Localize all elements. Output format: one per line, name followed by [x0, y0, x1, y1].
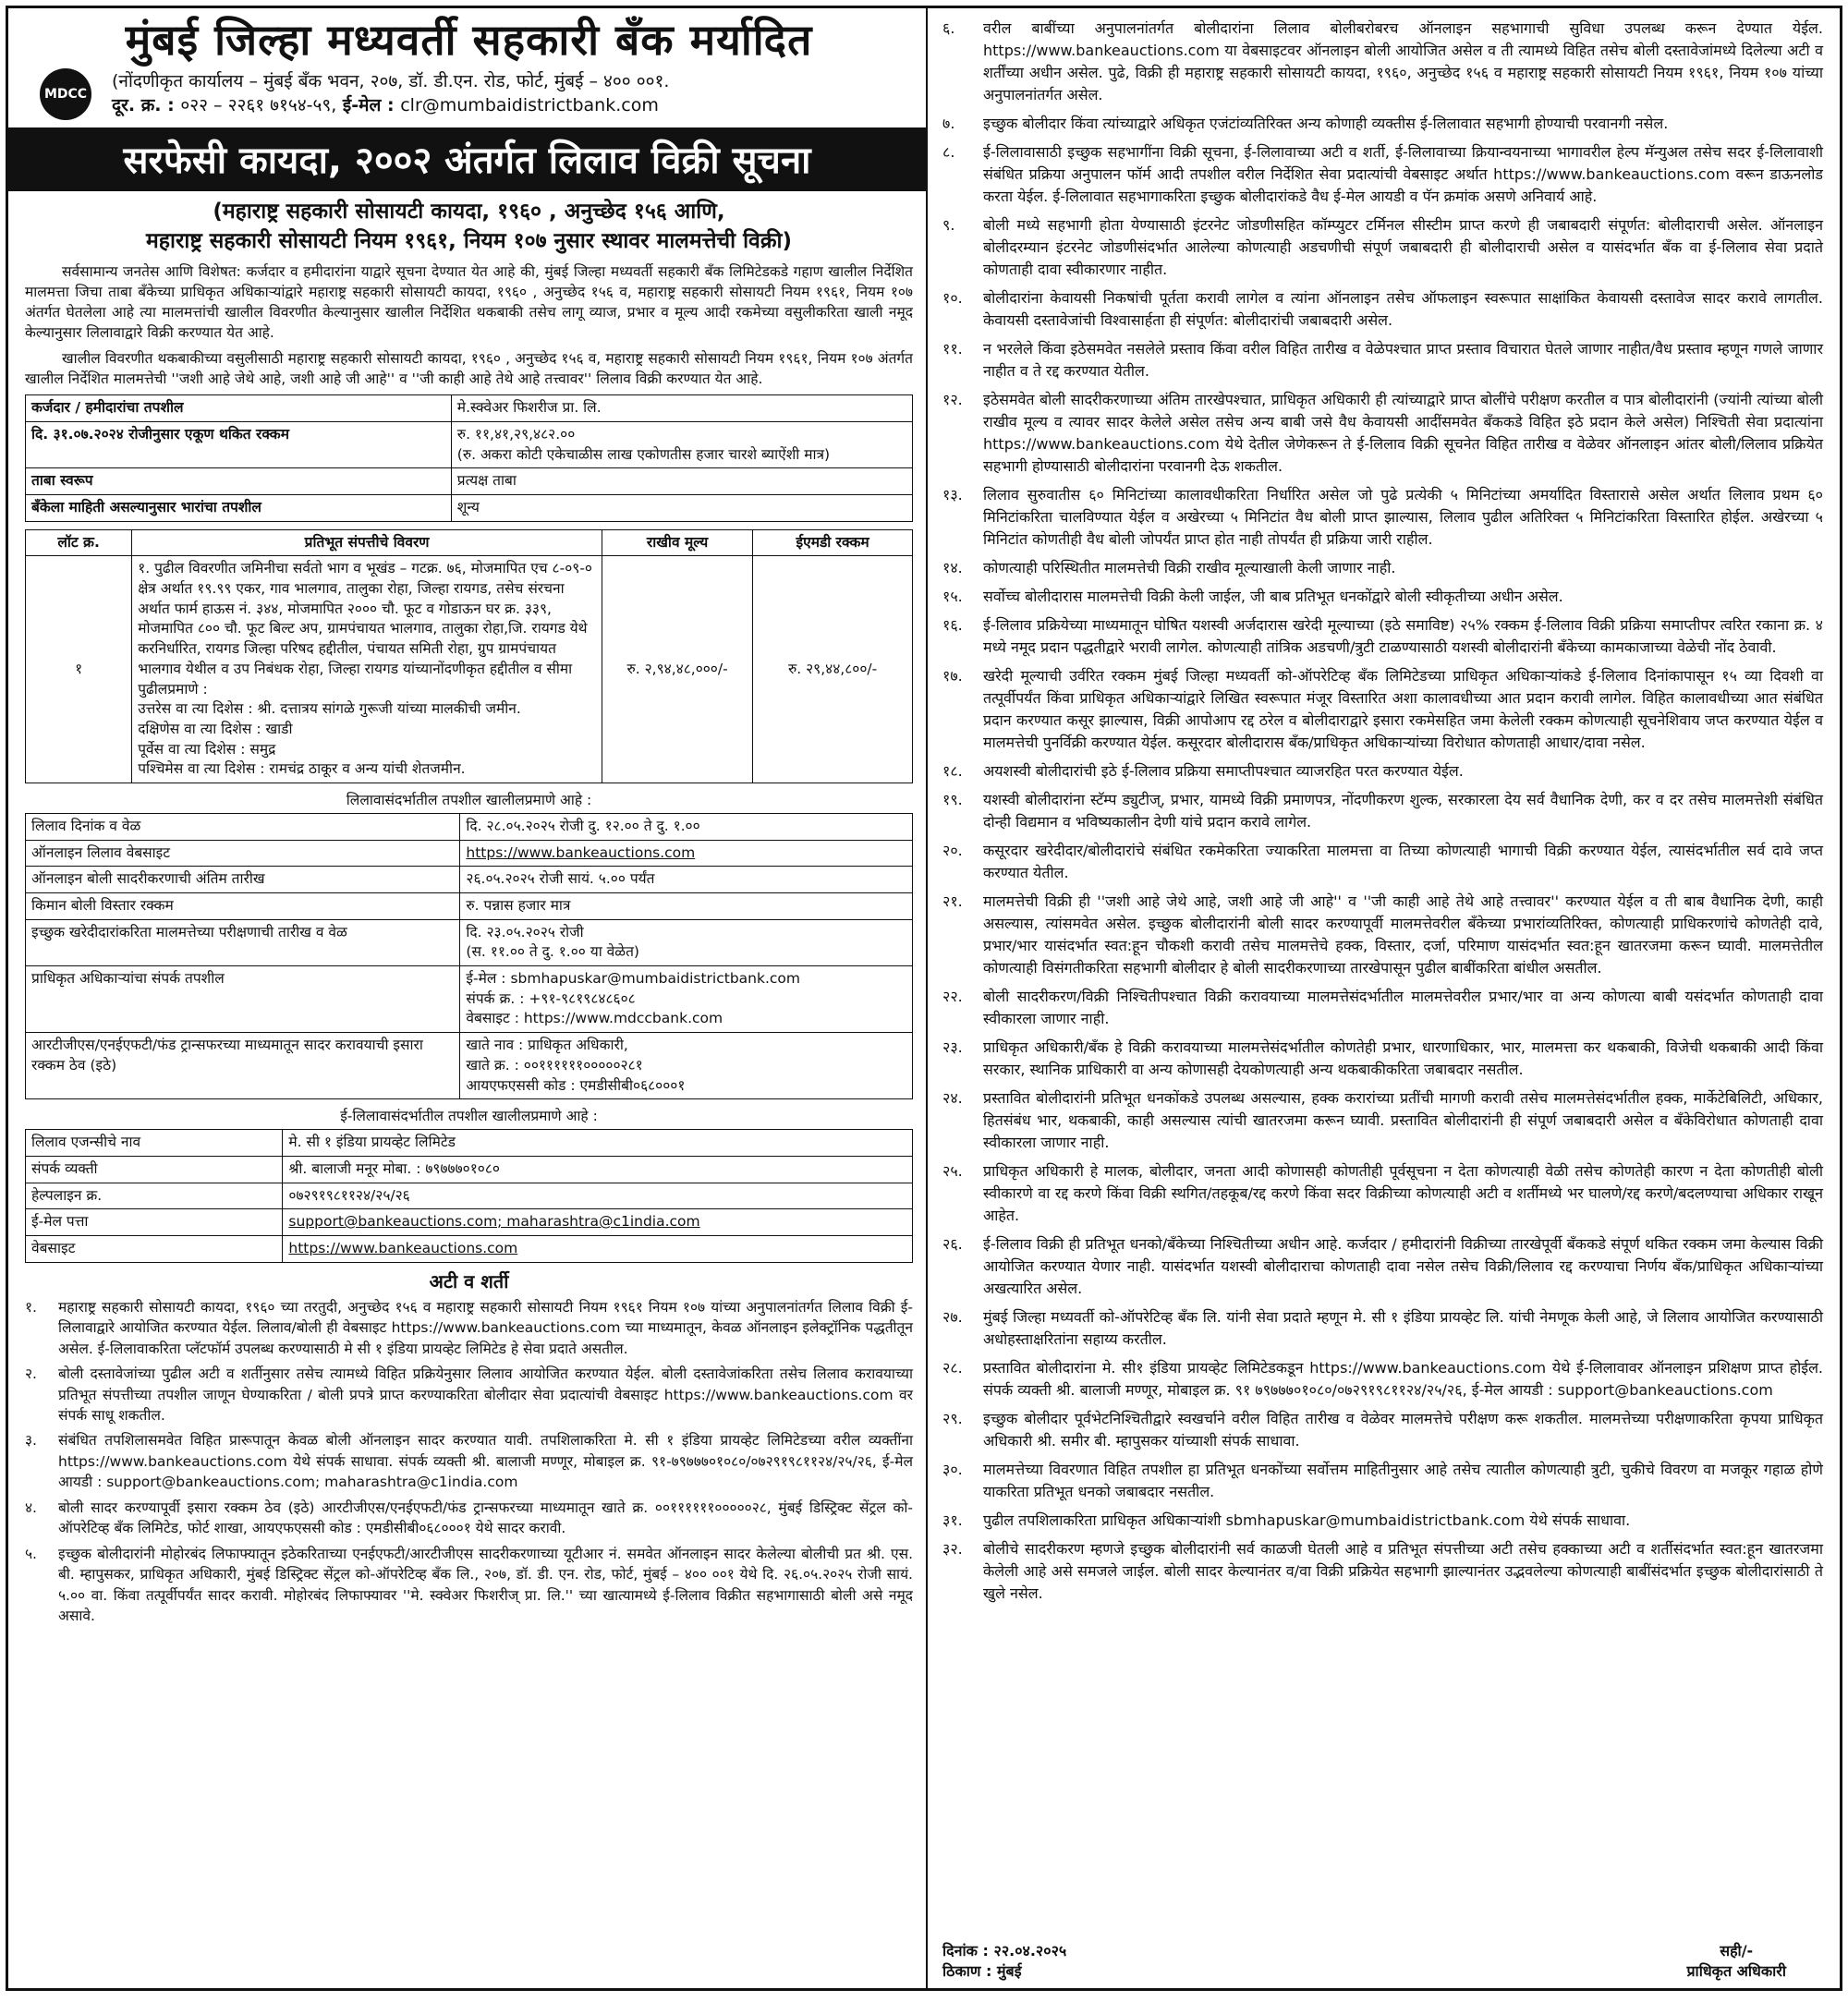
list-item: १७. खरेदी मूल्याची उर्वरित रक्कम मुंबई जिल्हा मध्यवर्ती को-ऑपरेटिव्ह बँक लिमिटेडच्या प्राधिकृत अधिकाऱ्यांकडे ई-लिलाव दिनांकापासून १५ व्या दिवशी वा तत्पूर्वीपर्यंत किंवा प्राधिकृत अधिकाऱ्यांद्वारे लिखित स्वरूपात मंजूर विस्तारित अशा कालावधीच्या आत प्रदान करावी लागेल. विहित कालावधीच्या आत संबंधित प्रदान करण्यात कसूर झाल्यास, विक्री आपोआप रद्द ठरेल व बोलीदाराद्वारे इसारा रकमेसहित जमा केलेली रक्कम कोणत्याही सूचनेशिवाय जप्त करण्यात येईल व मालमत्तेची पुनर्विक्री करण्यात येईल. कसूरदार बोलीदारास बँक/प्राधिकृत अधिकाऱ्यांच्या विरोधात कोणताही आधार/दावा नसेल.: [942, 667, 1823, 751]
auction-caption: लिलावासंदर्भातील तपशील खालीलप्रमाणे आहे :: [346, 791, 592, 808]
notice-title: सरफेसी कायदा, २००२ अंतर्गत लिलाव विक्री सूचना: [8, 127, 926, 191]
table-row: हेल्पलाइन क्र. ०७२९१९८११२४/२५/२६: [26, 1183, 913, 1209]
list-item: २५. प्राधिकृत अधिकारी हे मालक, बोलीदार, जनता आदी कोणासही कोणतीही पूर्वसूचना न देता कोणत्याही वेळी तसेच कोणतेही कारण न देता कोणतीही बोली स्वीकारणे वा रद्द करणे किंवा विक्री स्थगित/तहकूब/रद्द करणे किंवा सदर विक्रीच्या कोणत्याही अटी व शर्तीमध्ये भर घालणे/रद्द करणे/बदलण्याचा अधिकार राखून आहेत.: [942, 1162, 1823, 1224]
list-item: ३. संबंधित तपशिलासमवेत विहित प्रारूपातून केवळ बोली ऑनलाइन सादर करण्यात यावी. तपशिलाकरिता मे. सी १ इंडिया प्रायव्हेट लिमिटेडच्या वरील व्यक्तींना https://www.bankeauctions.com येथे संपर्क साधावा. संपर्क व्यक्ती श्री. बालाजी मण्णूर, मोबाइल क्र. ९१-७९७७७०१०८०/०७२९१९८११२४/२५/२६, ई-मेल आयडी : support@bankeauctions.com; maharashtra@c1india.com: [25, 1432, 913, 1491]
list-item: १. महाराष्ट्र सहकारी सोसायटी कायदा, १९६० च्या तरतुदी, अनुच्छेद १५६ व महाराष्ट्र सहकारी सोसायटी नियम १९६१ नियम १०७ यांच्या अनुपालनांतर्गत लिलाव विक्री ई-लिलावाद्वारे आयोजित करण्यात येईल. लिलाव/बोली ही वेबसाइट https://www.bankeauctions.com च्या माध्यमातून, केवळ ऑनलाइन इलेक्ट्रॉनिक पद्धतीतून असेल. ई-लिलावाकरिता प्लॅटफॉर्म उपलब्ध करण्यासाठी मे सी १ इंडिया प्रायव्हेट लिमिटेड हे सेवा प्रदाते असतील.: [25, 1298, 913, 1357]
signature: सही/-: [1720, 1942, 1754, 1960]
signature-block: [942, 1936, 1823, 1981]
list-item: २३. प्राधिकृत अधिकारी/बँक हे विक्री करावयाच्या मालमत्तेसंदर्भातील कोणतेही प्रभार, धारणाधिकार, भार, मालमत्ता कर थकबाकी, विजेची थकबाकी आदी किंवा सरकार, स्थानिक प्राधिकारी वा अन्य कोणासही देयकोणत्याही अन्य थकबाकीकरिता जबाबदार नसतील.: [942, 1038, 1823, 1078]
agency-details-table: [25, 1129, 913, 1262]
list-item: १३. लिलाव सुरुवातीस ६० मिनिटांच्या कालावधीकरिता निर्धारित असेल जो पुढे प्रत्येकी ५ मिनिटांच्या अमर्यादित विस्तारासे असेल अर्थात लिलाव प्रथम ६० मिनिटांकरिता चालविण्यात येईल व अखेरच्या ५ मिनिटांत वैध बोली प्राप्त झाल्यास, लिलाव पुढील अतिरिक्त ५ मिनिटांकरिता विस्तारित होईल. अखेरच्या ५ मिनिटांत कोणतीही वैध बोली जोपर्यंत प्राप्त होत नाही तोपर्यंत ही प्रक्रिया जारी राहील.: [942, 486, 1823, 548]
table-row: दि. ३१.०७.२०२४ रोजीनुसार एकूण थकित रक्कम रु. ११,४१,२९,४८२.०० (रु. अकरा कोटी एकेचाळीस लाख एकोणतीस हजार चारशे ब्याऐंशी मात्र): [26, 421, 913, 467]
list-item: २९. इच्छुक बोलीदार पूर्वभेटनिश्चितीद्वारे स्वखर्चाने वरील विहित तारीख व वेळेवर मालमत्तेचे परीक्षण करू शकतील. मालमत्तेच्या परीक्षणाकरिता कृपया प्राधिकृत अधिकारी श्री. समीर बी. म्हापुसकर यांच्याशी संपर्क साधावा.: [942, 1410, 1823, 1450]
auction-website-link[interactable]: https://www.bankeauctions.com: [460, 840, 913, 867]
agency-caption: ई-लिलावासंदर्भातील तपशील खालीलप्रमाणे आहे :: [340, 1108, 598, 1125]
agency-email-link[interactable]: support@bankeauctions.com; maharashtra@c1india.com: [283, 1209, 913, 1236]
list-item: ४. बोली सादर करण्यापूर्वी इसारा रक्कम ठेव (इठे) आरटीजीएस/एनईएफटी/फंड ट्रान्सफरच्या माध्यमातून खाते क्र. ००११११११०००००२८, मुंबई डिस्ट्रिक्ट सेंट्रल को-ऑपरेटिव्ह बँक लिमिटेड, फोर्ट शाखा, आयएफएससी कोड : एमडीसीबी०६८०००१ येथे सादर करावी.: [25, 1498, 913, 1537]
bank-address: (नोंदणीकृत कार्यालय – मुंबई बँक भवन, २०७, डॉ. डी.एन. रोड, फोर्ट, मुंबई – ४०० ००१.: [112, 71, 670, 92]
list-item: ३२. बोलीचे सादरीकरण म्हणजे इच्छुक बोलीदारांनी सर्व काळजी घेतली आहे व प्रतिभूत संपत्तीच्या अटी तसेच हक्काच्या अटी व शर्तीसंदर्भात स्वत:हून खातरजमा केलेली आहे असे समजले जाईल. बोली सादर केल्यानंतर व/वा विक्री प्रक्रियेत सहभागी झाल्यानंतर उद्भवलेल्या कोणत्याही बाबींसंदर्भात इच्छुक बोलीदारांसाठी ते खुले नसेल.: [942, 1540, 1823, 1602]
list-item: ११. न भरलेले किंवा इठेसमवेत नसलेले प्रस्ताव किंवा वरील विहित तारीख व वेळेपश्चात प्राप्त प्रस्ताव विचारात घेतले जाणार नाहीत/वैध प्रस्ताव म्हणून गणले जाणार नाहीत व ते रद्द करण्यात येतील.: [942, 340, 1823, 380]
bank-name: मुंबई जिल्हा मध्यवर्ती सहकारी बँक मर्यादित: [125, 15, 813, 65]
list-item: ८. ई-लिलावासाठी इच्छुक सहभागींना विक्री सूचना, ई-लिलावाच्या अटी व शर्ती, ई-लिलावाच्या क्रियान्वयनाच्या भागावरील हेल्प मॅन्युअल तसेच सदर ई-लिलावाशी संबंधित प्रक्रिया अनुपालन फॉर्म आदी तपशील वरील निर्देशित सेवा प्रदात्यांची वेबसाइट अर्थात https://www.bankeauctions.com वरून डाऊनलोड करता येईल. ई-लिलावात सहभागाकरिता इच्छुक बोलीदारांकडे वैध ई-मेल आयडी व पॅन क्रमांक असणे अनिवार्य आहे.: [942, 143, 1823, 205]
list-item: ६. वरील बाबींच्या अनुपालनांतर्गत बोलीदारांना लिलाव बोलीबरोबरच ऑनलाइन सहभागाची सुविधा उपलब्ध करून देण्यात येईल. https://www.bankeauctions.com या वेबसाइटवर ऑनलाइन बोली आयोजित असेल व ती त्यामध्ये विहित तसेच बोली दस्तावेजांमध्ये दिलेल्या अटी व शर्तींच्या अधीन असेल. पुढे, विक्री ही महाराष्ट्र सहकारी सोसायटी कायदा, १९६०, अनुच्छेद १५६ व महाराष्ट्र सहकारी सोसायटी नियम १९६१, नियम १०७ यांच्या अनुपालनांतर्गत असेल.: [942, 19, 1823, 103]
table-row: ऑनलाइन बोली सादरीकरणाची अंतिम तारीख २६.०५.२०२५ रोजी सायं. ५.०० पर्यंत: [26, 867, 913, 893]
authorized-officer: प्राधिकृत अधिकारी: [1686, 1962, 1786, 1980]
list-item: १६. ई-लिलाव प्रक्रियेच्या माध्यमातून घोषित यशस्वी अर्जदारास खरेदी मूल्याच्या (इठे समाविष्ट) २५% रक्कम ई-लिलाव विक्री प्रक्रिया समाप्तीपर त्वरित रकाना क्र. ४ मध्ये नमूद प्रदान पद्धतीद्वारे भरावी लागेल. कोणत्याही तांत्रिक अडचणी/त्रुटी टाळण्यासाठी यशस्वी बोलीदारांनी बँकेच्या कामकाजाच्या वेळेची नोंद ठेवावी.: [942, 616, 1823, 656]
bank-contact: दूर. क्र. : ०२२ – २२६१ ७१५४-५९, ई-मेल : clr@mumbaidistrictbank.com: [112, 94, 659, 115]
list-item: २०. कसूरदार खरेदीदार/बोलीदारांचे संबंधित रकमेकरिता ज्याकरिता मालमत्ता वा तिच्या कोणत्याही भागाची विक्री करण्यात येईल, त्यासंदर्भातील सर्व दावे जप्त करण्यात येतील.: [942, 842, 1823, 881]
terms-left-list: [25, 1297, 913, 1632]
terms-title: अटी व शर्ती: [429, 1269, 509, 1292]
notice-page: [6, 6, 1842, 1991]
table-row: कर्जदार / हमीदारांचा तपशील मे.स्क्वेअर फिशरीज प्रा. लि.: [26, 395, 913, 422]
table-row: संपर्क व्यक्ती श्री. बालाजी मनूर मोबा. : ७९७७७०१०८०: [26, 1156, 913, 1183]
list-item: १४. कोणत्याही परिस्थितीत मालमत्तेची विक्री राखीव मूल्याखाली केली जाणार नाही.: [942, 559, 1396, 576]
list-item: २८. प्रस्तावित बोलीदारांना मे. सी१ इंडिया प्रायव्हेट लिमिटेडकडून https://www.bankeauctions.com येथे ई-लिलावावर ऑनलाइन प्रशिक्षण प्राप्त होईल. संपर्क व्यक्ती श्री. बालाजी मण्णूर, मोबाइल क्र. ९१ ७९७७७०१०८०/०७२९१९८११२४/२५/२६, ई-मेल आयडी : support@bankeauctions.com: [942, 1359, 1823, 1399]
table-row: ऑनलाइन लिलाव वेबसाइट https://www.bankeauctions.com: [26, 840, 913, 867]
table-row: बँकेला माहिती असल्यानुसार भारांचा तपशील शून्य: [26, 495, 913, 522]
agency-website-link[interactable]: https://www.bankeauctions.com: [283, 1235, 913, 1262]
list-item: १८. अयशस्वी बोलीदारांची इठे ई-लिलाव प्रक्रिया समाप्तीपश्चात व्याजरहित परत करण्यात येईल.: [942, 762, 1464, 780]
table-row: किमान बोली विस्तार रक्कम रु. पन्नास हजार मात्र: [26, 893, 913, 920]
table-row: आरटीजीएस/एनईएफटी/फंड ट्रान्सफरच्या माध्यमातून सादर करावयाची इसारा रक्कम ठेव (इठे) खाते नाव : प्राधिकृत अधिकारी, खाते क्र. : ००११११११०००००२८१ आयएफएससी कोड : एमडीसीबी०६८०००१: [26, 1033, 913, 1099]
left-column: [8, 8, 928, 1988]
list-item: २४. प्रस्तावित बोलीदारांनी प्रतिभूत धनकोंकडे उपलब्ध असल्यास, हक्क करारांच्या प्रतींची मागणी करावी तसेच मालमत्तेसंदर्भातील हक्क, मार्केटेबिलिटी, अधिकार, हितसंबंध भार, थकबाकी, काही असल्यास त्यांची खातरजमा करून घ्यावी. प्रस्तावित बोलीदारांनी ही संपूर्ण जबाबदारी असेल व बँकेविरोधात कोणताही दावा स्वीकारला जाणार नाही.: [942, 1089, 1823, 1151]
bank-email[interactable]: clr@mumbaidistrictbank.com: [400, 94, 659, 115]
list-item: २. बोली दस्तावेजांच्या पुढील अटी व शर्तीनुसार तसेच त्यामध्ये विहित प्रक्रियेनुसार लिलाव आयोजित करण्यात येईल. बोली दस्तावेजांकरिता तसेच लिलाव करावयाच्या प्रतिभूत संपत्तीच्या तपशील जाणून घेण्याकरिता / बोली प्रपत्रे प्राप्त करण्याकरिता बोलीदार सेवा प्रदात्यांची वेबसाइट https://www.bankeauctions.com वर संपर्क साधू शकतील.: [25, 1365, 913, 1424]
right-column: [928, 8, 1840, 1988]
list-item: ७. इच्छुक बोलीदार किंवा त्यांच्याद्वारे अधिकृत एजंटांव्यतिरिक्त अन्य कोणाही व्यक्तीस ई-लिलावात सहभागी होण्याची परवानगी नसेल.: [942, 115, 1669, 132]
borrower-table: [25, 394, 913, 521]
list-item: १२. इठेसमवेत बोली सादरीकरणाच्या अंतिम तारखेपश्चात, प्राधिकृत अधिकारी ही त्यांच्याद्वारे प्राप्त बोलींचे परीक्षण करतील व पात्र बोलीदारांनी (ज्यांनी त्यांच्या बोली राखीव मूल्य व त्यावर सादर केलेले असेल तसेच अन्य बाबी जसे वैध केवायसी आदींसमवेत बँककडे विहित इठे प्रदान केले असेल) निश्चिती सेवा प्रदात्यांना https://www.bankeauctions.com येथे देतील जेणेकरून ते ई-लिलाव विक्री सूचनेत विहित तारीख व वेळेवर ऑनलाइन आंतर बोली/लिलाव प्रक्रियेत सहभागी होण्यासाठी बोलीदारांना परवानगी देऊ शकतील.: [942, 391, 1823, 475]
list-item: १५. सर्वोच्च बोलीदारास मालमत्तेची विक्री केली जाईल, जी बाब प्रतिभूत धनकोंद्वारे बोली स्वीकृतीच्या अधीन असेल.: [942, 588, 1563, 605]
intro-paragraph-1: सर्वसामान्य जनतेस आणि विशेषत: कर्जदार व हमीदारांना याद्वारे सूचना देण्यात येत आहे की, मुंबई जिल्हा मध्यवर्ती सहकारी बँक लिमिटेडकडे गहाण खालील निर्देशित मालमत्ता जिचा ताबा बँकेच्या प्राधिकृत अधिकाऱ्यांद्वारे महाराष्ट्र सहकारी सोसायटी कायदा, १९६० , अनुच्छेद १५६ व, महाराष्ट्र सहकारी सोसायटी नियम १९६१, नियम १०७ अंतर्गत घेतलेला आहे त्या मालमत्तांची खालील विवरणीत केल्यानुसार खालील निर्देशित थकबाकी तसेच लागू व्याज, प्रभार व मूल्य आदी रकमेच्या वसुलीकरिता खाली नमूद केल्यानुसार लिलावाद्वारे विक्री करण्यात येत आहे.: [25, 263, 913, 342]
table-row: वेबसाइट https://www.bankeauctions.com: [26, 1235, 913, 1262]
list-item: २७. मुंबई जिल्हा मध्यवर्ती को-ऑपरेटिव्ह बँक लि. यांनी सेवा प्रदाते म्हणून मे. सी १ इंडिया प्रायव्हेट लि. यांची नेमणूक केली आहे, जे लिलाव आयोजित करण्यासाठी अधोहस्ताक्षरितांना सहाय्य करतील.: [942, 1308, 1823, 1348]
bank-header: [25, 16, 913, 120]
list-item: २२. बोली सादरीकरण/विक्री निश्चितीपश्चात विक्री करावयाच्या मालमत्तेसंदर्भातील मालमत्तेवरील प्रभार/भार वा अन्य कोणत्या बाबी यसंदर्भात कोणताही दावा स्वीकारला जाणार नाही.: [942, 988, 1823, 1027]
table-row: लिलाव एजन्सीचे नाव मे. सी १ इंडिया प्रायव्हेट लिमिटेड: [26, 1130, 913, 1157]
table-row: ताबा स्वरूप प्रत्यक्ष ताबा: [26, 468, 913, 495]
table-row: १ १. पुढील विवरणीत जमिनीचा सर्वतो भाग व भूखंड – गटक्र. ७६, मोजमापित एच ८-०९-० क्षेत्र अर्थात १९.९९ एकर, गाव भालगाव, तालुका रोहा, जिल्हा रायगड, तसेच संरचना अर्थात फार्म हाऊस नं. ३४४, मोजमापित २००० चौ. फूट व गोडाऊन घर क्र. ३३९, मोजमापित ८०० चौ. फूट बिल्ट अप, ग्रामपंचायत भालगाव, तालुका रोहा,जि. रायगड येथे करनिर्धारित, रायगड जिल्हा परिषद हद्दीतील, पंचायत समिती रोहा, ग्रुप ग्रामपंचायत भालगाव येथील व उप निबंधक रोहा, जिल्हा रायगड यांच्यानोंदणीकृत हद्दीतील व सीमा पुढीलप्रमाणे : उत्तरेस वा त्या दिशेस : श्री. दत्तात्रय सांगळे गुरूजी यांच्या मालकीची जमीन. दक्षिणेस वा त्या दिशेस : खाडी पूर्वेस वा त्या दिशेस : समुद्र पश्चिमेस वा त्या दिशेस : रामचंद्र ठाकूर व अन्य यांची शेतजमीन. रु. २,९४,४८,०००/- रु. २९,४४,८००/-: [26, 556, 913, 783]
table-row: इच्छुक खरेदीदारांकरिता मालमत्तेच्या परीक्षणाची तारीख व वेळ दि. २३.०५.२०२५ रोजी (स. ११.०० ते दु. १.०० या वेळेत): [26, 919, 913, 965]
list-item: ९. बोली मध्ये सहभागी होता येण्यासाठी इंटरनेट जोडणीसहित कॉम्प्युटर टर्मिनल सीस्टीम प्राप्त करणे ही जबाबदारी संपूर्णत: बोलीदाराची असेल. ऑनलाइन बोलीदरम्यान इंटरनेट जोडणीसंदर्भात आलेल्या कोणत्याही अडचणीची संपूर्ण जबाबदारी ही बोलीदाराची असेल व यासंदर्भात बँक वा ई-लिलाव सेवा प्रदाते कोणताही दावा स्वीकारणार नाहीत.: [942, 216, 1823, 278]
list-item: ५. इच्छुक बोलीदारांनी मोहोरबंद लिफाफ्यातून इठेकरिताच्या एनईएफटी/आरटीजीएस सादरीकरणाच्या यूटीआर नं. समवेत ऑनलाइन सादर केलेल्या बोलीची प्रत श्री. एस. बी. म्हापुसकर, प्राधिकृत अधिकारी, मुंबई डिस्ट्रिक्ट सेंट्रल को-ऑपरेटिव्ह बँक लि., २०७, डॉ. डी. एन. रोड, फोर्ट, मुंबई – ४०० ००१ येथे दि. २६.०५.२०२५ रोजी सायं. ५.०० वा. किंवा तत्पूर्वीपर्यंत सादर करावी. मोहोरबंद लिफाफ्यावर ''मे. स्क्वेअर फिशरीज् प्रा. लि.'' च्या खात्यामध्ये ई-लिलाव विक्रीत सहभागासाठी बोली असे नमूद असावे.: [25, 1545, 913, 1625]
list-item: १९. यशस्वी बोलीदारांना स्टॅम्प ड्युटीज्, प्रभार, यामध्ये विक्री प्रमाणपत्र, नोंदणीकरण शुल्क, सरकारला देय सर्व वैधानिक देणी, कर व दर तसेच मालमत्तेशी संबंधित दोन्ही विद्यमान व भविष्यकालीन देणी यांचे प्रदान करावे लागेल.: [942, 791, 1823, 831]
notice-place: ठिकाण : मुंबई: [942, 1962, 1022, 1980]
bank-logo: MDCC: [40, 68, 91, 120]
list-item: ३१. पुढील तपशिलाकरिता प्राधिकृत अधिकाऱ्यांशी sbmhapuskar@mumbaidistrictbank.com येथे संपर्क साधावा.: [942, 1511, 1631, 1529]
list-item: २६. ई-लिलाव विक्री ही प्रतिभूत धनको/बँकेच्या निश्चितीच्या अधीन आहे. कर्जदार / हमीदारांनी विक्रीच्या तारखेपूर्वी बँककडे संपूर्ण थकित रक्कम जमा केल्यास विक्री आयोजित करण्यात येणार नाही. यासंदर्भात यशस्वी बोलीदाराचा कोणताही दावा नसेल तसेच विक्री/लिलाव रद्द करण्याचा निर्णय बँक/प्राधिकृत अधिकाऱ्यांच्या अखत्यारित असेल.: [942, 1235, 1823, 1297]
auction-details-table: [25, 813, 913, 1099]
table-row: प्राधिकृत अधिकाऱ्यांचा संपर्क तपशील ई-मेल : sbmhapuskar@mumbaidistrictbank.com संपर्क क्र. : +९१-९८१९८४८६०८ वेबसाइट : https://www.mdccbank.com: [26, 966, 913, 1033]
notice-date: दिनांक : २२.०४.२०२५: [942, 1942, 1067, 1960]
list-item: ३०. मालमत्तेच्या विवरणात विहित तपशील हा प्रतिभूत धनकोंच्या सर्वोत्तम माहितीनुसार आहे तसेच त्यातील कोणत्याही त्रुटी, चुकीचे विवरण वा मजकूर गहाळ होणे याकरिता प्रतिभूत धनको जबाबदार नसतील.: [942, 1461, 1823, 1500]
list-item: २१. मालमत्तेची विक्री ही ''जशी आहे जेथे आहे, जशी आहे जी आहे'' व ''जी काही आहे तेथे आहे तत्त्वावर'' करण्यात येईल व ती बाब वैधानिक देणी, काही असल्यास, त्यांसमवेत असेल. इच्छुक बोलीदारांनी बोली सादर करण्यापूर्वी मालमत्तेवरील बँकेच्या प्रभारांव्यतिरिक्त, कोणत्याही प्राधिकरणांचे कोणतेही दावे, प्रभार/भार यासंदर्भात स्वत:हून चौकशी करावी तसेच मालमत्तेचे हक्क, विस्तार, दर्जा, परिमाण यासंदर्भात स्वत:हून खातरजमा करून घ्यावी. मालमत्तेतील कोणत्याही विसंगतीकरिता सहभागी बोलीदार हे बोली सादरीकरणाच्या तारखेपासून पुढील बाबींकरिता बांधील असतील.: [942, 892, 1823, 977]
table-row: लिलाव दिनांक व वेळ दि. २८.०५.२०२५ रोजी दु. १२.०० ते दु. १.००: [26, 813, 913, 840]
lot-table: लॉट क्र. प्रतिभूत संपत्तीचे विवरण राखीव मूल्य ईएमडी रक्कम १ १. पुढील विवरणीत जमिनीचा सर्वतो भाग व भूखंड – गटक्र. ७६, मोजमापित एच ८-०९-० क्षेत्र अर्थात १९.९९ एकर, गाव भालगाव, तालुका रोहा, जिल्हा रायगड, तसेच संरचना अर्थात फार्म हाऊस नं. ३४४, मोजमापित २००० चौ. फूट व गोडाऊन घर क्र. ३३९, मोजमापित ८०० चौ. फूट बिल्ट अप, ग्रामपंचायत भालगाव, तालुका रोहा,जि. रायगड येथे करनिर्धारित, रायगड जिल्हा परिषद हद्दीतील, पंचायत समिती रोहा, ग्रुप ग्रामपंचायत भालगाव येथील व उप निबंधक रोहा, जिल्हा रायगड यांच्यानोंदणीकृत हद्दीतील व सीमा पुढीलप्रमाणे : उत्तरेस वा त्या दिशेस : श्री. दत्तात्रय सांगळे गुरूजी यांच्या मालकीची जमीन. दक्षिणेस वा त्या दिशेस : खाडी पूर्वेस वा त्या दिशेस : समुद्र पश्चिमेस वा त्या दिशेस : रामचंद्र ठाकूर व अन्य यांची शेतजमीन. रु. २,९४,४८,०००/- रु. २९,४४,८००/-: [25, 529, 913, 783]
terms-right-list: [942, 18, 1823, 1611]
intro-paragraph-2: खालील विवरणीत थकबाकीच्या वसुलीसाठी महाराष्ट्र सहकारी सोसायटी कायदा, १९६० , अनुच्छेद १५६ व, महाराष्ट्र सहकारी सोसायटी नियम १९६१, नियम १०७ अंतर्गत खालील निर्देशित मालमत्तेची ''जशी आहे जेथे आहे, जशी आहे जी आहे'' व ''जी काही आहे तेथे आहे तत्त्वावर'' लिलाव विक्री करण्यात येत आहे.: [25, 350, 913, 388]
list-item: १०. बोलीदारांना केवायसी निकषांची पूर्तता करावी लागेल व त्यांना ऑनलाइन तसेच ऑफलाइन स्वरूपात साक्षांकित केवायसी दस्तावेज सादर करावे लागतील. केवायसी दस्तावेजांची विश्वासार्हता ही संपूर्णत: बोलीदारांची जबाबदारी असेल.: [942, 289, 1823, 329]
notice-subtitle: (महाराष्ट्र सहकारी सोसायटी कायदा, १९६० , अनुच्छेद १५६ आणि, महाराष्ट्र सहकारी सोसायटी नियम १९६१, नियम १०७ नुसार स्थावर मालमत्तेची विक्री): [146, 199, 792, 254]
table-row: ई-मेल पत्ता support@bankeauctions.com; maharashtra@c1india.com: [26, 1209, 913, 1236]
